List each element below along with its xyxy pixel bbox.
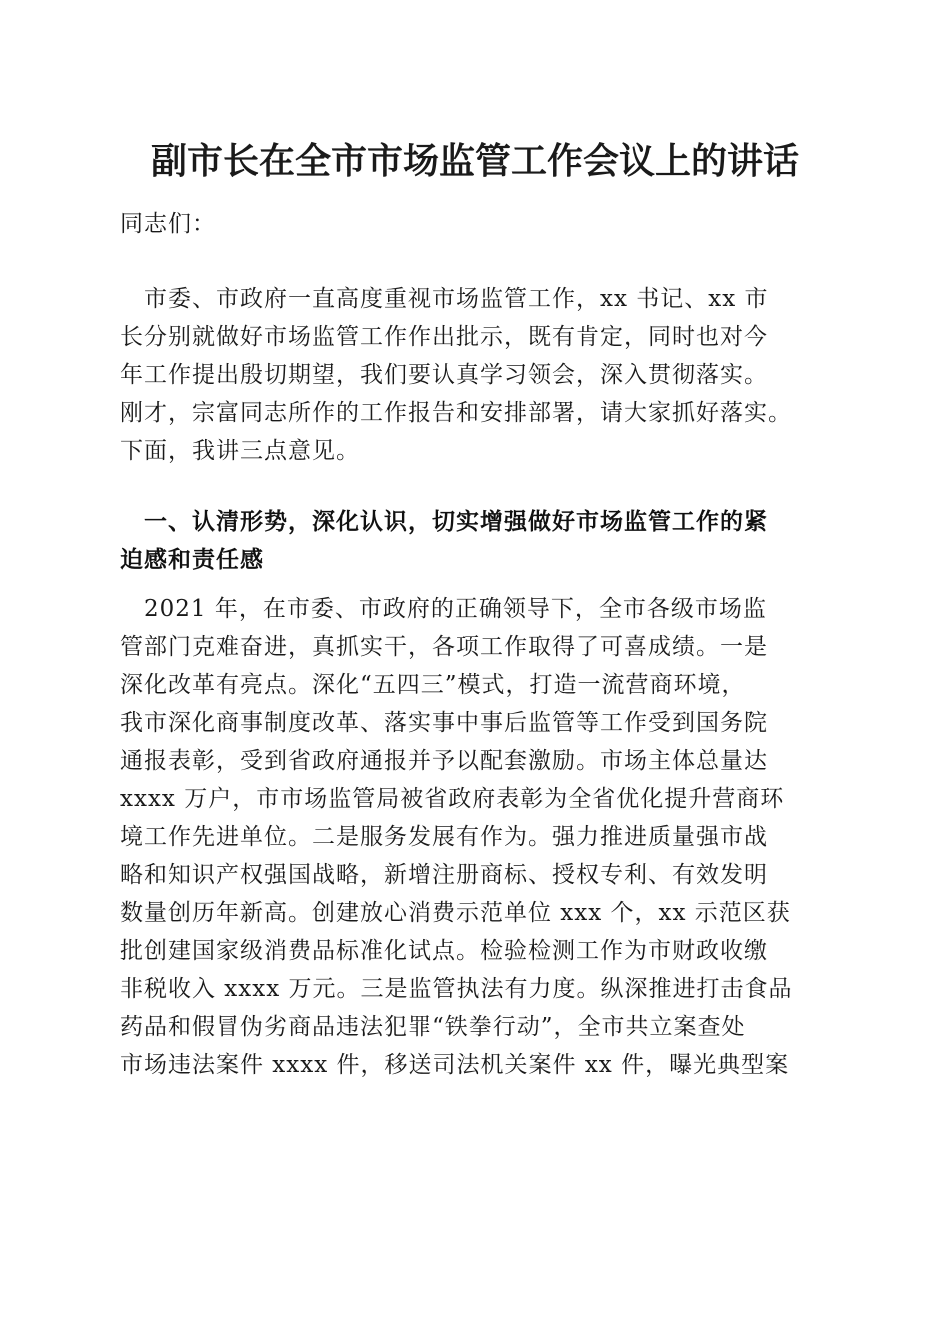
paragraph-line: 通报表彰，受到省政府通报并予以配套激励。市场主体总量达 <box>120 748 768 774</box>
paragraph-line: 我市深化商事制度改革、落实事中事后监管等工作受到国务院 <box>120 710 768 736</box>
paragraph-line: 刚才，宗富同志所作的工作报告和安排部署，请大家抓好落实。 <box>120 400 792 426</box>
document-title: 副市长在全市市场监管工作会议上的讲话 <box>150 140 799 182</box>
paragraph-line: 药品和假冒伪劣商品违法犯罪“铁拳行动”，全市共立案查处 <box>120 1014 746 1040</box>
salutation-block <box>120 205 830 243</box>
paragraph-line: 市场违法案件 xxxx 件，移送司法机关案件 xx 件，曝光典型案 <box>120 1052 790 1078</box>
paragraph-1 <box>120 280 830 470</box>
paragraph-line: 深化改革有亮点。深化“五四三”模式，打造一流营商环境， <box>120 672 746 698</box>
paragraph-2 <box>120 590 830 1084</box>
paragraph-line: 长分别就做好市场监管工作作出批示，既有肯定，同时也对今 <box>120 324 768 350</box>
paragraph-line: 下面，我讲三点意见。 <box>120 438 360 464</box>
heading-line: 迫感和责任感 <box>120 547 264 573</box>
paragraph-line: 批创建国家级消费品标准化试点。检验检测工作为市财政收缴 <box>120 938 768 964</box>
paragraph-line: 2021 年，在市委、市政府的正确领导下，全市各级市场监 <box>120 596 767 622</box>
paragraph-line: 市委、市政府一直高度重视市场监管工作，xx 书记、xx 市 <box>120 286 769 312</box>
paragraph-line: xxxx 万户，市市场监管局被省政府表彰为全省优化提升营商环 <box>120 786 785 812</box>
paragraph-line: 管部门克难奋进，真抓实干，各项工作取得了可喜成绩。一是 <box>120 634 768 660</box>
paragraph-line: 年工作提出殷切期望，我们要认真学习领会，深入贯彻落实。 <box>120 362 768 388</box>
paragraph-line: 境工作先进单位。二是服务发展有作为。强力推进质量强市战 <box>120 824 768 850</box>
heading-line: 一、认清形势，深化认识，切实增强做好市场监管工作的紧 <box>120 509 768 535</box>
paragraph-line: 略和知识产权强国战略，新增注册商标、授权专利、有效发明 <box>120 862 768 888</box>
paragraph-line: 非税收入 xxxx 万元。三是监管执法有力度。纵深推进打击食品 <box>120 976 793 1002</box>
paragraph-line: 数量创历年新高。创建放心消费示范单位 xxx 个，xx 示范区获 <box>120 900 791 926</box>
section-heading-1 <box>120 503 830 579</box>
salutation: 同志们： <box>120 211 216 237</box>
